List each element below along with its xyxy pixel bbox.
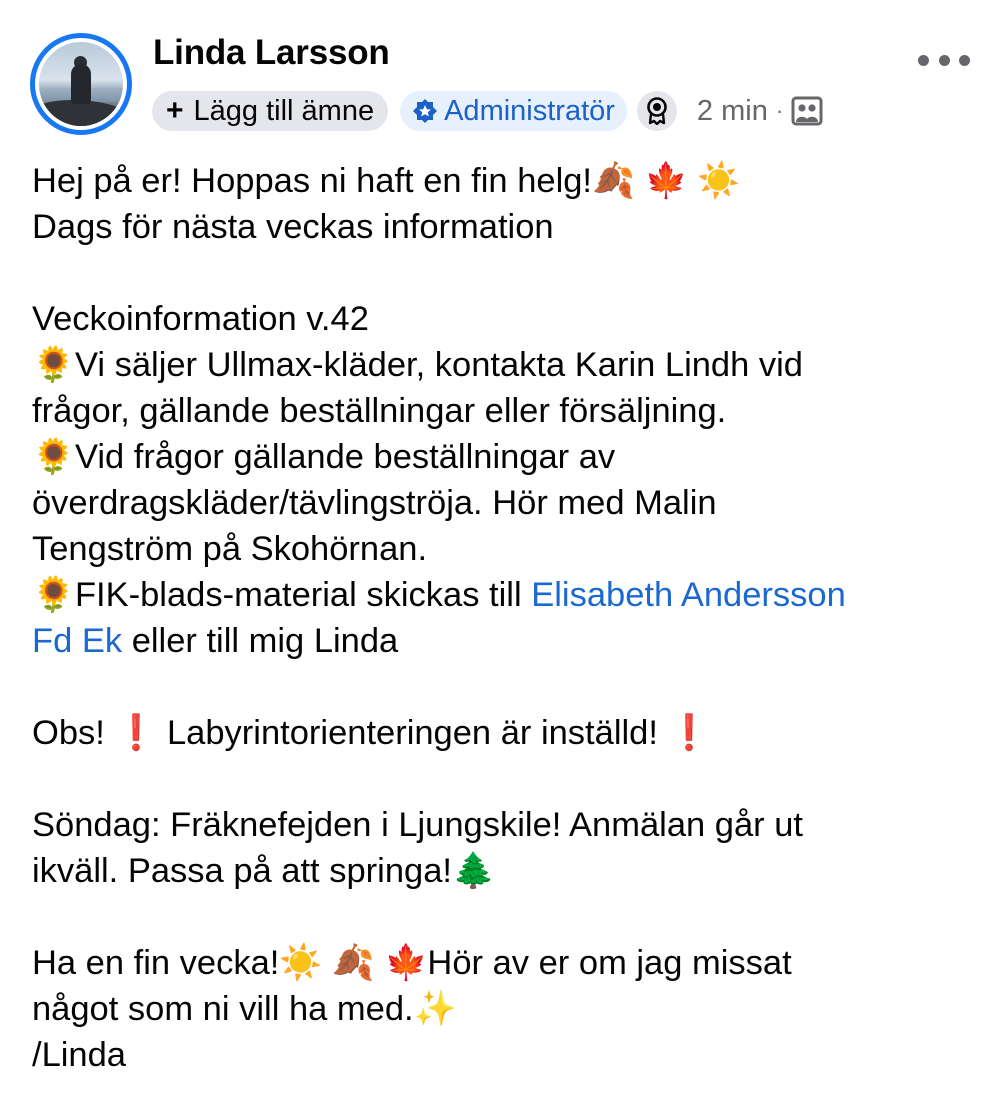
admin-badge-icon xyxy=(412,98,438,124)
post-line: 🌻Vi säljer Ullmax-kläder, kontakta Karin Lindh vid xyxy=(32,346,803,384)
post-line: Obs! ❗ Labyrintorienteringen är inställd! ❗ xyxy=(32,714,711,752)
post-line: Veckoinformation v.42 xyxy=(32,300,369,338)
mention-link[interactable]: Elisabeth Andersson xyxy=(531,576,846,614)
post-line: Hej på er! Hoppas ni haft en fin helg!🍂 🍁 ☀️ xyxy=(32,162,741,200)
add-topic-button[interactable] xyxy=(152,91,388,131)
post-line: något som ni vill ha med.✨ xyxy=(32,990,457,1028)
post-line xyxy=(32,618,972,664)
post-line: ikväll. Passa på att springa!🌲 xyxy=(32,852,495,890)
more-options-icon[interactable] xyxy=(918,46,970,74)
post-line: /Linda xyxy=(32,1036,126,1074)
avatar[interactable] xyxy=(30,33,132,135)
post-time[interactable]: 2 min xyxy=(696,94,768,127)
group-audience-icon xyxy=(791,96,823,126)
post-line: överdragskläder/tävlingströja. Hör med Malin xyxy=(32,484,717,522)
meta-separator: · xyxy=(775,98,784,123)
add-topic-label: Lägg till ämne xyxy=(193,94,375,127)
admin-label: Administratör xyxy=(444,94,615,127)
post-line: Tengström på Skohörnan. xyxy=(32,530,428,568)
post-body xyxy=(32,158,972,1078)
post-meta xyxy=(152,90,823,132)
avatar-photo xyxy=(39,42,123,126)
admin-badge[interactable] xyxy=(400,91,627,131)
post-line: Söndag: Fräknefejden i Ljungskile! Anmälan går ut xyxy=(32,806,803,844)
author-name[interactable]: Linda Larsson xyxy=(153,33,390,72)
post-line: 🌻Vid frågor gällande beställningar av xyxy=(32,438,616,476)
mention-link[interactable]: Fd Ek xyxy=(32,622,123,660)
post-text: eller till mig Linda xyxy=(122,622,399,660)
plus-icon: + xyxy=(166,94,184,127)
post-text: 🌻FIK-blads-material skickas till xyxy=(32,576,532,614)
post-line xyxy=(32,572,972,618)
post-line: Dags för nästa veckas information xyxy=(32,208,554,246)
post-line: frågor, gällande beställningar eller försäljning. xyxy=(32,392,727,430)
award-badge-icon[interactable] xyxy=(637,91,677,131)
post-line: Ha en fin vecka!☀️ 🍂 🍁Hör av er om jag missat xyxy=(32,944,792,982)
